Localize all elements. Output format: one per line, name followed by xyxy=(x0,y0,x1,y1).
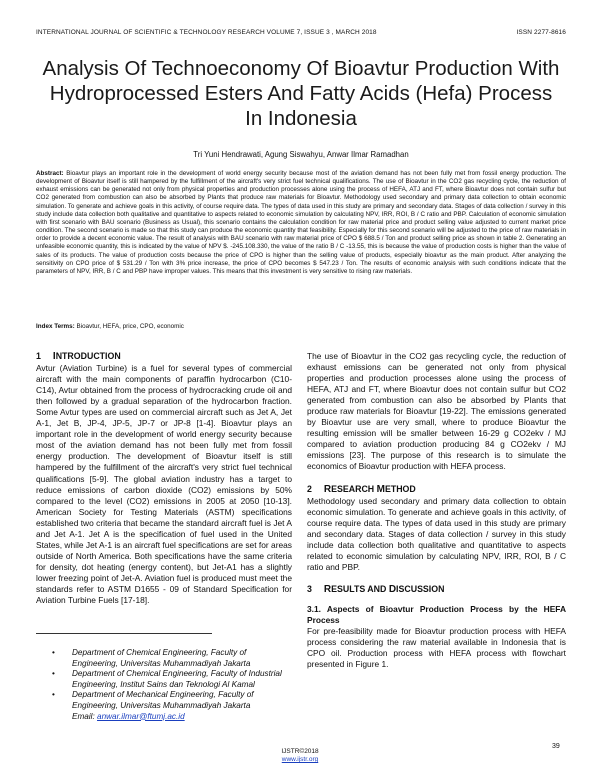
abstract-label: Abstract: xyxy=(36,170,64,177)
bullet-icon: • xyxy=(52,648,55,657)
journal-name: INTERNATIONAL JOURNAL OF SCIENTIFIC & TECHNOLOGY RESEARCH VOLUME 7, ISSUE 3 , MARCH 2018 xyxy=(36,29,377,36)
section-initial: D xyxy=(388,583,397,595)
index-terms xyxy=(36,323,566,330)
abstract xyxy=(36,170,566,276)
left-column xyxy=(36,351,292,606)
author-list: Tri Yuni Hendrawati, Agung Siswahyu, Anwar Ilmar Ramadhan xyxy=(193,150,409,159)
copyright: IJSTR©2018 xyxy=(281,748,319,755)
email-link[interactable]: anwar.ilmar@ftumj.ac.id xyxy=(97,711,185,721)
affiliation-item xyxy=(52,648,288,669)
affiliation-item xyxy=(52,690,288,722)
introduction-continued: The use of Bioavtur in the CO2 gas recycling cycle, the reduction of exhaust emissions can be generated not only from physical properties and production processes alone using the process of HEFA, ATJ and FT, where Bioavtur does not contain sulfur but CO2 generated from combustion can also be absorbed by Plants that produce raw materials for Bioavtur [19-22]. The emissions generated by Bioavtur use are very small, where to produce Bioavtur the resulting emission will be smaller between 16-29 g CO2ekv / MJ compared to aviation production producing 84 g CO2ekv / MJ emissions [23]. The purpose of this research is to simulate the economics of Bioavtur production with HEFA process. xyxy=(307,351,566,472)
right-column xyxy=(307,351,566,670)
section-title-rest: ESEARCH xyxy=(331,483,377,494)
bullet-icon: • xyxy=(52,669,55,679)
section-heading-results xyxy=(307,584,566,595)
section-title-rest: NTRODUCTION xyxy=(55,351,121,361)
section-title-rest: ISCUSSION xyxy=(396,583,445,594)
section-number: 3 xyxy=(307,583,312,594)
subsection-paragraph: For pre-feasibility made for Bioavtur production process with HEFA process considering the raw material available in Indonesia that is CPO oil. Production process with HEFA process with flowchart presented in Figure 1. xyxy=(307,626,566,670)
bullet-icon: • xyxy=(52,690,55,700)
section-number: 1 xyxy=(36,351,41,361)
issn-number: ISSN 2277-8616 xyxy=(516,29,566,36)
page-number: 39 xyxy=(552,743,560,750)
abstract-text: Bioavtur plays an important role in the development of world energy security because most of the aviation demand has not been fully met from fossil energy production. The development of Bioavtur itself is still hampered by the fulfillment of the aircraft's very strict fuel technical qualifications. The use of Bioavtur in the CO2 gas recycling cycle, the reduction of exhaust emissions can be generated not only from physical properties and production processes alone using the process of HEFA, ATJ and FT, where Bioavtur does not contain sulfur but CO2 generated from combustion can also be absorbed by Plants that produce raw materials for Bioavtur. Methodology used secondary and primary data collection to obtain economic simulation. To generate and achieve goals in this activity, of course require data. The types of data used in this study are primary and secondary data. Stages of data collection / survey in this study include data collection both qualitative and quantitative to aspects related to economic simulation by calculating NPV, IRR, ROI, B / C ratio and PBP. Calculation of economic simulation with first scenario with BAU scenario (Business as Usual), this scenario contains the calculation condition for raw material price and product selling value adjusted to current market price condition. The second scenario is made so that this study can produce the economic quantity that feasibility. Especially for this second scenario will be adjusted to the price of raw materials in order to provide a decent economic value. The result of analysis with BAU scenario with raw material price of CPO $ 688.5 / Ton and product selling price as shown in table 2. Generating an unfeasible economic quantity, this is indicated by the value of NPV $. -245.108.330, the value of the ratio B / C -13.55, this is because the value of production costs is higher than the value of sales of its products. The value of production costs because the price of CPO is higher than the selling value of products, especially bioavtur as the main product. After analyzing the sensitivity on CPO price of $ 531.29 / Ton with 3% price increase, the price of CPO becomes $ 547.23 / Ton. The results of economic analysis with such conditions indicate that the parameters of NPV, IRR, B / C and PBP have improper values. This means that this investment is very sensitive to rising raw materials. xyxy=(36,170,566,275)
affiliation-list xyxy=(52,648,288,722)
email-label: Email: xyxy=(72,711,98,721)
section-number: 2 xyxy=(307,483,312,494)
section-initial: I xyxy=(52,351,56,362)
section-title-rest: ETHOD xyxy=(384,483,416,494)
research-method-paragraph: Methodology used secondary and primary data collection to obtain economic simulation. To generate and achieve goals in this activity, of course require data. The types of data used in this study are primary and secondary data. Stages of data collection / survey in this study include data collection both qualitative and quantitative to aspects related to economic simulation by calculating NPV, IRR, ROI, B / C ratio and PBP. xyxy=(307,495,566,572)
introduction-paragraph: Avtur (Aviation Turbine) is a fuel for several types of commercial aircraft with the main components of paraffin hydrocarbon (C10-C14), Avtur obtained from the process of hydrocracking crude oil and then followed by a gradual separation of the hydrocarbon fraction. Some Avtur types are used on commercial aircraft such as Jet A, Jet A-1, Jet B, JP-4, JP-5, JP-7 or JP-8 [1-4]. Bioavtur plays an important role in the development of world energy security because most of the aviation demand has not been fully met from fossil energy production. The development of Bioavtur itself is still hampered by the fulfillment of the aircraft's very strict fuel technical qualifications [5-9]. The global aviation industry has a target to reduce emissions of carbon dioxide (CO2) emissions by 50% compared to the level (CO2) emissions in 2005 at 2050 [10-13]. American Society for Testing Materials (ASTM) specifications established two criteria that became the standard aircraft fuel is Jet A and Jet A-1. Jet A is the specification of fuel used in the United States, while Jet A-1 is an aircraft fuel specifications are set for areas outside of North America. Both specifications have the same criteria for density, dot heating (energy content), but Jet-A1 has a slightly lower freezing point of Jet-A. Aviation fuel is produced must meet the standards refer to ASTM D1655 - 09 of Standard Specification for Aviation Turbine Fuels [17-18]. xyxy=(36,363,292,606)
journal-url-link[interactable]: www.ijstr.org xyxy=(281,756,319,763)
page-footer xyxy=(200,748,400,764)
affiliation-item xyxy=(52,669,288,690)
footnote-divider xyxy=(36,633,212,634)
affiliation-text: Department of Mechanical Engineering, Faculty of Engineering, Universitas Muhammadiyah Jakarta xyxy=(72,690,254,710)
paper-title: Analysis Of Technoeconomy Of Bioavtur Production With Hydroprocessed Esters And Fatty Acids (Hefa) Process In Indonesia xyxy=(42,57,560,130)
index-terms-label: Index Terms: xyxy=(36,323,75,330)
section-initial: R xyxy=(323,483,332,495)
journal-header xyxy=(36,29,566,36)
section-heading-introduction xyxy=(36,351,292,362)
subsection-heading: 3.1. Aspects of Bioavtur Production Process by the HEFA Process xyxy=(307,603,566,625)
affiliation-text: Department of Chemical Engineering, Faculty of Engineering, Universitas Muhammadiyah Jakarta xyxy=(72,648,251,668)
section-heading-research-method xyxy=(307,484,566,495)
index-terms-text: Bioavtur, HEFA, price, CPO, economic xyxy=(74,323,184,330)
affiliation-text: Department of Chemical Engineering, Faculty of Industrial Engineering, Institut Sains dan Teknologi Al Kamal xyxy=(72,669,282,689)
section-initial: R xyxy=(323,583,332,595)
section-initial: M xyxy=(376,483,385,495)
section-title-rest: ESULTS AND xyxy=(331,583,389,594)
